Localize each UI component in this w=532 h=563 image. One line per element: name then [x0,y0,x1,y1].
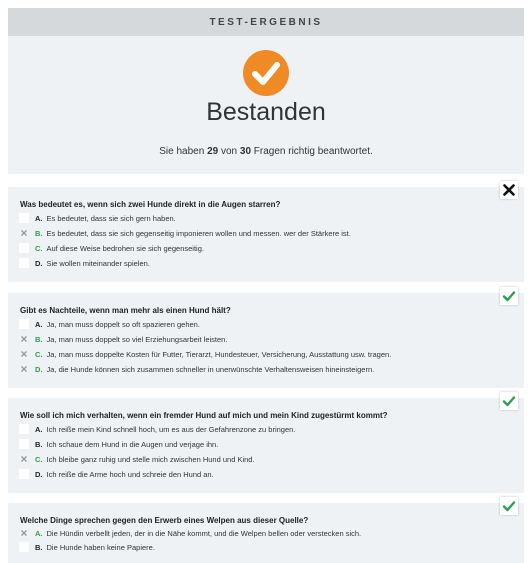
selected-x-icon [19,454,29,464]
result-title: Bestanden [206,98,326,126]
answer-checkbox [19,258,29,268]
check-icon [500,287,518,305]
page-header [8,8,524,36]
correct-count: 29 [207,146,219,157]
answer-option: C. Ja, man muss doppelte Kosten für Futter, Tierarzt, Hundesteuer, Versicherung, Ausstattung usw. tragen. [19,348,391,360]
question-card [8,503,524,563]
result-panel [8,36,524,174]
answer-option: B. Ja, man muss doppelt so viel Erziehungsarbeit leisten. [19,333,227,345]
question-card [8,187,524,282]
answer-checkbox [19,439,29,449]
selected-x-icon [19,364,29,374]
total-count: 30 [239,146,252,157]
answer-option: D. Ich reiße die Arme hoch und schreie den Hund an. [19,468,214,480]
selected-x-icon [19,334,29,344]
question-card [8,398,524,493]
answer-checkbox [19,243,29,253]
check-icon [500,497,518,515]
answer-option: C. Auf diese Weise bedrohen sie sich gegenseitig. [19,242,204,254]
answer-option: A. Die Hündin verbellt jeden, der in die Nähe kommt, und die Welpen bellen oder verstecken sich. [19,527,361,539]
answer-option: D. Sie wollen miteinander spielen. [19,257,150,269]
answer-option: B. Ich schaue dem Hund in die Augen und verjage ihn. [19,438,218,450]
question-text: Was bedeutet es, wenn sich zwei Hunde direkt in die Augen starren? [20,200,281,209]
question-text: Welche Dinge sprechen gegen den Erwerb eines Welpen aus dieser Quelle? [20,516,309,525]
page-title: TEST-ERGEBNIS [209,16,323,28]
answer-option: B. Die Hunde haben keine Papiere. [19,541,155,553]
result-summary: Sie haben 29 von 30 Fragen richtig beantwortet. [159,146,373,157]
answer-option: A. Es bedeutet, dass sie sich gern haben. [19,212,176,224]
answer-option: A. Ja, man muss doppelt so oft spazieren gehen. [19,318,200,330]
selected-x-icon [19,228,29,238]
answer-checkbox [19,469,29,479]
question-text: Wie soll ich mich verhalten, wenn ein fremder Hund auf mich und mein Kind zugestürmt kommt? [20,411,388,420]
wrong-icon [500,181,518,199]
answer-option: A. Ich reiße mein Kind schnell hoch, um es aus der Gefahrenzone zu bringen. [19,423,295,435]
check-circle-icon [243,50,289,96]
check-icon [500,392,518,410]
answer-checkbox [19,213,29,223]
selected-x-icon [19,528,29,538]
selected-x-icon [19,349,29,359]
answer-option: C. Ich bleibe ganz ruhig und stelle mich zwischen Hund und Kind. [19,453,255,465]
answer-option: B. Es bedeutet, dass sie sich gegenseitig imponieren wollen und messen. wer der Stärkere ist. [19,227,351,239]
question-text: Gibt es Nachteile, wenn man mehr als einen Hund hält? [20,306,231,315]
answer-option: D. Ja, die Hunde können sich zusammen schneller in unerwünschte Verhaltensweisen hineinsteigern. [19,363,374,375]
answer-checkbox [19,542,29,552]
answer-checkbox [19,424,29,434]
answer-checkbox [19,319,29,329]
question-card [8,293,524,388]
